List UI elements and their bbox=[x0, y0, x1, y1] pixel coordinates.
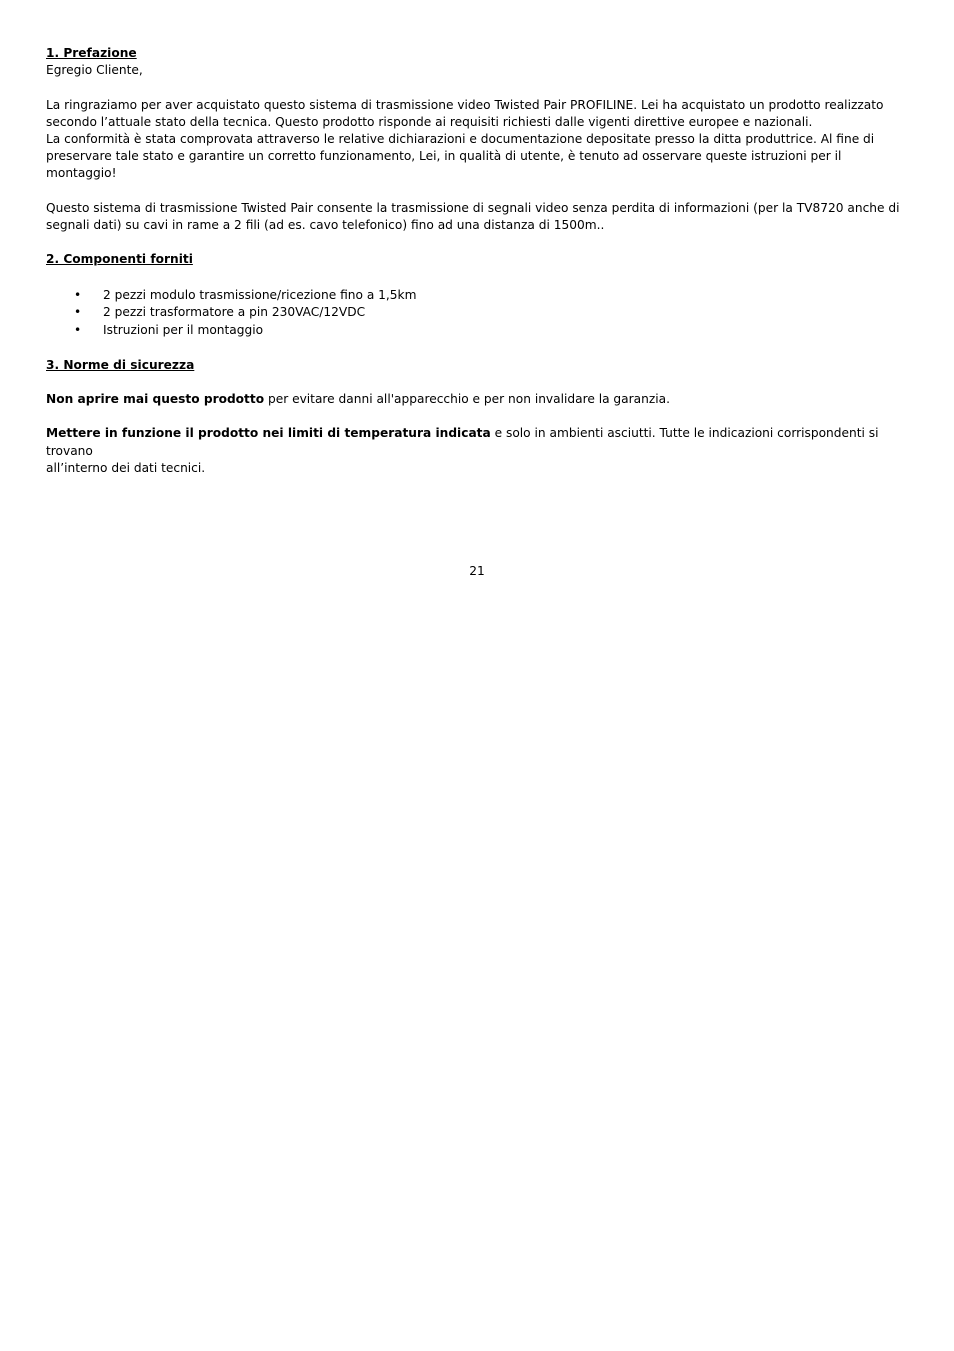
list-item bbox=[46, 287, 908, 305]
bullet-icon: • bbox=[74, 322, 82, 337]
intro-line: La conformità è stata comprovata attraverso le relative dichiarazioni e documentazione depositate presso la ditta produttrice. Al fine di bbox=[46, 132, 875, 146]
spacer bbox=[46, 234, 908, 251]
safety-rule-emphasis: Mettere in funzione il prodotto nei limiti di temperatura indicata bbox=[46, 426, 491, 441]
components-list bbox=[46, 287, 908, 340]
bullet-icon: • bbox=[74, 305, 82, 320]
intro-line: secondo l’attuale stato della tecnica. Questo prodotto risponde ai requisiti richiesti dalle vigenti direttive europee e nazionali. bbox=[46, 114, 813, 129]
system-description-paragraph bbox=[46, 200, 908, 234]
spacer bbox=[46, 269, 908, 287]
spacer bbox=[46, 183, 908, 200]
intro-line: preservare tale stato e garantire un corretto funzionamento, Lei, in qualità di utente, è tenuto ad osservare queste istruzioni per il montaggio! bbox=[46, 149, 842, 181]
intro-paragraph bbox=[46, 97, 908, 183]
bullet-icon: • bbox=[74, 287, 82, 302]
section-heading-prefazione: 1. Prefazione bbox=[46, 46, 137, 60]
document-page bbox=[46, 45, 908, 477]
safety-rule-text: per evitare danni all'apparecchio e per non invalidare la garanzia. bbox=[264, 391, 670, 406]
spacer bbox=[46, 374, 908, 391]
safety-rule-temperature bbox=[46, 425, 908, 477]
safety-rule-emphasis: Non aprire mai questo prodotto bbox=[46, 391, 265, 406]
spacer bbox=[46, 339, 908, 356]
spacer bbox=[46, 79, 908, 96]
greeting: Egregio Cliente, bbox=[46, 63, 143, 78]
intro-line: La ringraziamo per aver acquistato questo sistema di trasmissione video Twisted Pair PROFILINE. Lei ha acquistato un prodotto realizzato bbox=[46, 97, 884, 112]
description-line: segnali dati) su cavi in rame a 2 fili (ad es. cavo telefonico) fino ad una distanza di 1500m.. bbox=[46, 218, 605, 232]
spacer bbox=[46, 408, 908, 425]
section-heading-sicurezza: 3. Norme di sicurezza bbox=[46, 357, 195, 372]
safety-rule-line: all’interno dei dati tecnici. bbox=[46, 460, 206, 475]
list-item bbox=[46, 304, 908, 322]
list-item-text: 2 pezzi trasformatore a pin 230VAC/12VDC bbox=[103, 305, 366, 320]
safety-rule-text: e solo in ambienti asciutti. Tutte le indicazioni corrispondenti si trovano bbox=[46, 426, 879, 458]
list-item bbox=[46, 322, 908, 340]
section-heading-componenti: 2. Componenti forniti bbox=[46, 252, 193, 267]
safety-rule-line bbox=[46, 425, 908, 459]
description-line: Questo sistema di trasmissione Twisted Pair consente la trasmissione di segnali video senza perdita di informazioni (per la TV8720 anche di bbox=[46, 200, 900, 215]
list-item-text: Istruzioni per il montaggio bbox=[103, 322, 264, 337]
page-number: 21 bbox=[469, 564, 485, 578]
list-item-text: 2 pezzi modulo trasmissione/ricezione fino a 1,5km bbox=[103, 287, 417, 302]
safety-rule-open bbox=[46, 391, 908, 408]
